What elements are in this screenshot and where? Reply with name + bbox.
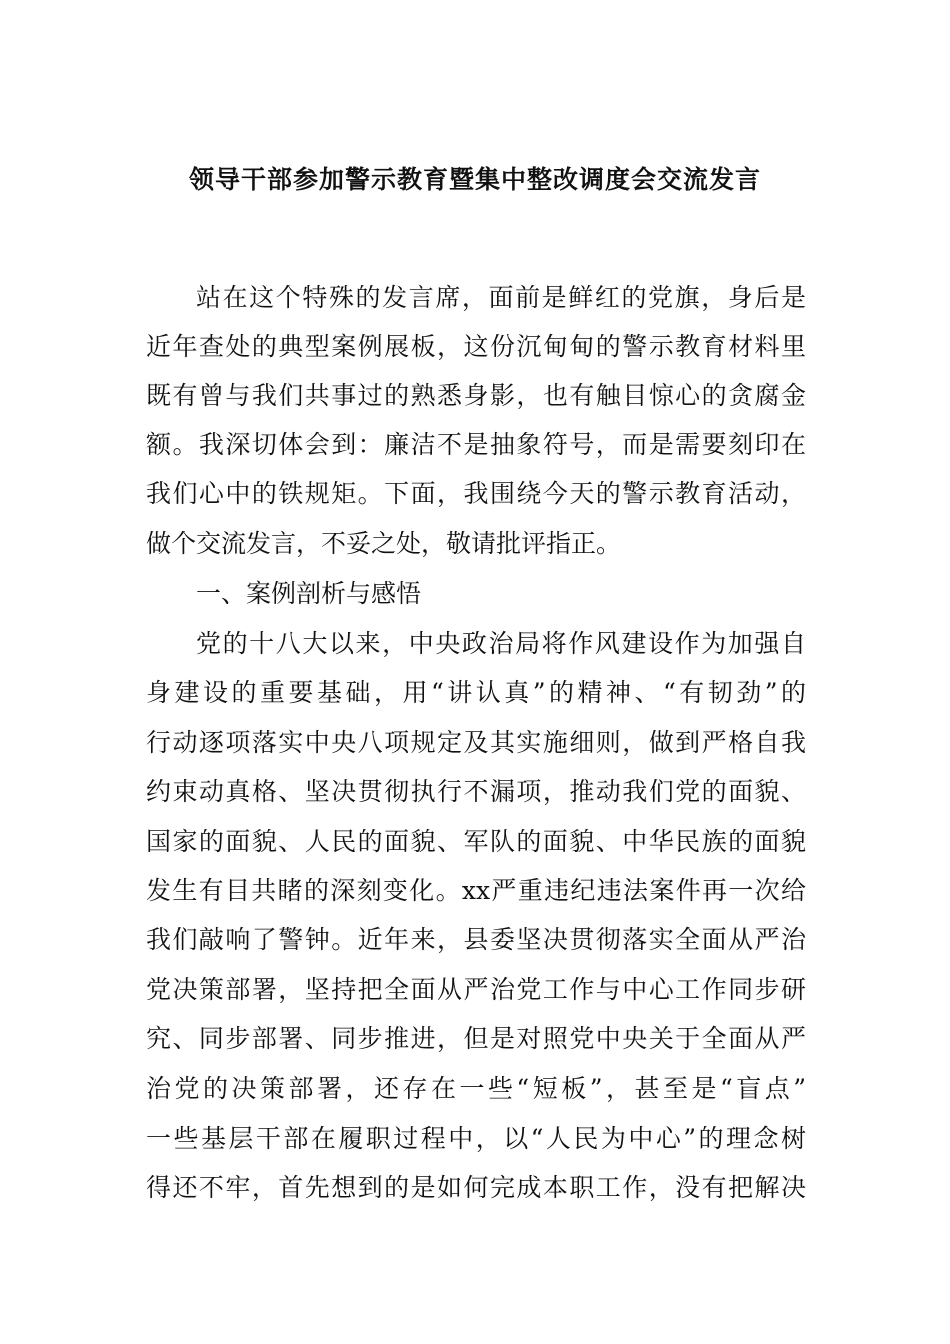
paragraph-line: 发生有目共睹的深刻变化。xx严重违纪违法案件再一次给 [146, 876, 806, 905]
paragraph-line: 治党的决策部署，还存在一些“短板”，甚至是“盲点” [146, 1074, 806, 1103]
paragraph-line: 党的十八大以来，中央政治局将作风建设作为加强自 [196, 629, 806, 658]
paragraph-line: 做个交流发言，不妥之处，敬请批评指正。 [146, 529, 622, 558]
paragraph-line: 近年查处的典型案例展板，这份沉甸甸的警示教育材料里 [146, 332, 806, 361]
paragraph-line: 身建设的重要基础，用“讲认真”的精神、“有韧劲”的 [146, 678, 806, 707]
paragraph-line: 究、同步部署、同步推进，但是对照党中央关于全面从严 [146, 1024, 806, 1053]
paragraph-line: 站在这个特殊的发言席，面前是鲜红的党旗，身后是 [196, 283, 806, 312]
paragraph-line: 约束动真格、坚决贯彻执行不漏项，推动我们党的面貌、 [146, 777, 806, 806]
paragraph-line: 国家的面貌、人民的面貌、军队的面貌、中华民族的面貌 [146, 827, 806, 856]
paragraph-line: 得还不牢，首先想到的是如何完成本职工作，没有把解决 [146, 1173, 806, 1202]
paragraph-line: 一些基层干部在履职过程中，以“人民为中心”的理念树 [146, 1124, 806, 1153]
paragraph-line: 我们敲响了警钟。近年来，县委坚决贯彻落实全面从严治 [146, 925, 806, 954]
paragraph-line: 我们心中的铁规矩。下面，我围绕今天的警示教育活动， [146, 479, 806, 508]
paragraph-line: 党决策部署，坚持把全面从严治党工作与中心工作同步研 [146, 975, 806, 1004]
document-title: 领导干部参加警示教育暨集中整改调度会交流发言 [188, 165, 761, 194]
paragraph-line: 额。我深切体会到：廉洁不是抽象符号，而是需要刻印在 [146, 430, 806, 459]
section-heading: 一、案例剖析与感悟 [196, 579, 422, 608]
paragraph-line: 行动逐项落实中央八项规定及其实施细则，做到严格自我 [146, 728, 806, 757]
paragraph-line: 既有曾与我们共事过的熟悉身影，也有触目惊心的贪腐金 [146, 381, 806, 410]
